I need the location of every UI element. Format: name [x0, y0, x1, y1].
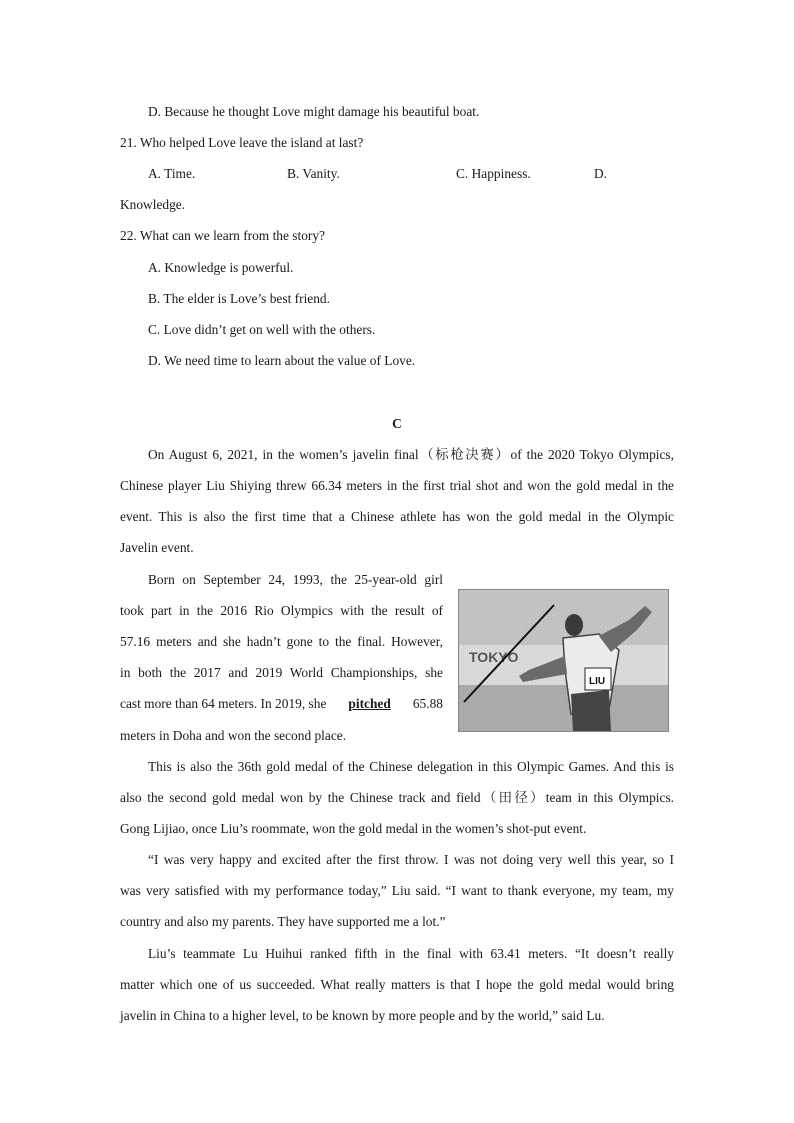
q21-option-d-cont: Knowledge.: [120, 197, 186, 212]
q21-question: 21. Who helped Love leave the island at last?: [120, 135, 364, 150]
javelin-athlete-photo: [458, 589, 669, 732]
athlete-head: [565, 614, 583, 636]
passage-p3-line3: Gong Lijiao, once Liu’s roommate, won the gold medal in the women’s shot-put event.: [120, 821, 587, 836]
passage-p5-line3: javelin in China to a higher level, to be known by more people and by the world,” said Lu.: [120, 1008, 605, 1023]
athlete-legs: [571, 690, 611, 731]
passage-p2-line5: [120, 695, 443, 713]
q21-option-a: A. Time.: [148, 166, 196, 181]
passage-p4-line3: country and also my parents. They have supported me a lot.”: [120, 914, 446, 929]
passage-p3-line1: This is also the 36th gold medal of the Chinese delegation in this Olympic Games. And this is: [148, 759, 674, 774]
q22-option-b: B. The elder is Love’s best friend.: [148, 291, 330, 306]
passage-p2-line6: meters in Doha and won the second place.: [120, 728, 347, 743]
passage-p4-line1: “I was very happy and excited after the first throw. I was not doing very well this year, so I: [148, 852, 674, 867]
q21-option-b: B. Vanity.: [287, 166, 340, 181]
q21-option-c: C. Happiness.: [456, 166, 531, 181]
keyword-pitched: pitched: [348, 696, 391, 711]
passage-p4-line2: was very satisfied with my performance today,” Liu said. “I want to thank everyone, my team, my: [120, 883, 674, 898]
bib-text: LIU: [589, 676, 606, 687]
q22-option-d: D. We need time to learn about the value of Love.: [148, 353, 416, 368]
q21-option-d: D.: [594, 166, 608, 181]
passage-p5-line1: Liu’s teammate Lu Huihui ranked fifth in the final with 63.41 meters. “It doesn’t really: [148, 946, 674, 961]
photo-banner-text: TOKYO: [469, 649, 519, 665]
passage-p1-line2: Chinese player Liu Shiying threw 66.34 meters in the first trial shot and won the gold medal in the: [120, 478, 674, 493]
passage-p2-line1: Born on September 24, 1993, the 25-year-old girl: [148, 572, 443, 587]
q20-option-d: D. Because he thought Love might damage his beautiful boat.: [148, 104, 480, 119]
passage-p1-line1: On August 6, 2021, in the women’s javelin final（标枪决赛）of the 2020 Tokyo Olympics,: [148, 447, 674, 462]
p2-line5-after: 65.88: [412, 696, 443, 711]
q22-option-c: C. Love didn’t get on well with the others.: [148, 322, 376, 337]
passage-p5-line2: matter which one of us succeeded. What really matters is that I hope the gold medal would bring: [120, 977, 674, 992]
passage-p1-line3: event. This is also the first time that a Chinese athlete has won the gold medal in the Olympic: [120, 509, 674, 524]
q22-option-a: A. Knowledge is powerful.: [148, 260, 294, 275]
passage-p3-line2: also the second gold medal won by the Chinese track and field（田径）team in this Olympics.: [120, 790, 674, 805]
javelin-athlete-illustration: [459, 590, 668, 731]
passage-p2-line2: took part in the 2016 Rio Olympics with the result of: [120, 603, 443, 618]
p2-line5-before: cast more than 64 meters. In 2019, she: [120, 696, 327, 711]
q22-question: 22. What can we learn from the story?: [120, 228, 325, 243]
section-heading: C: [392, 416, 402, 431]
passage-p2-line4: in both the 2017 and 2019 World Championships, she: [120, 665, 443, 680]
passage-p1-line4: Javelin event.: [120, 540, 194, 555]
passage-p2-line3: 57.16 meters and she hadn’t gone to the final. However,: [120, 634, 443, 649]
